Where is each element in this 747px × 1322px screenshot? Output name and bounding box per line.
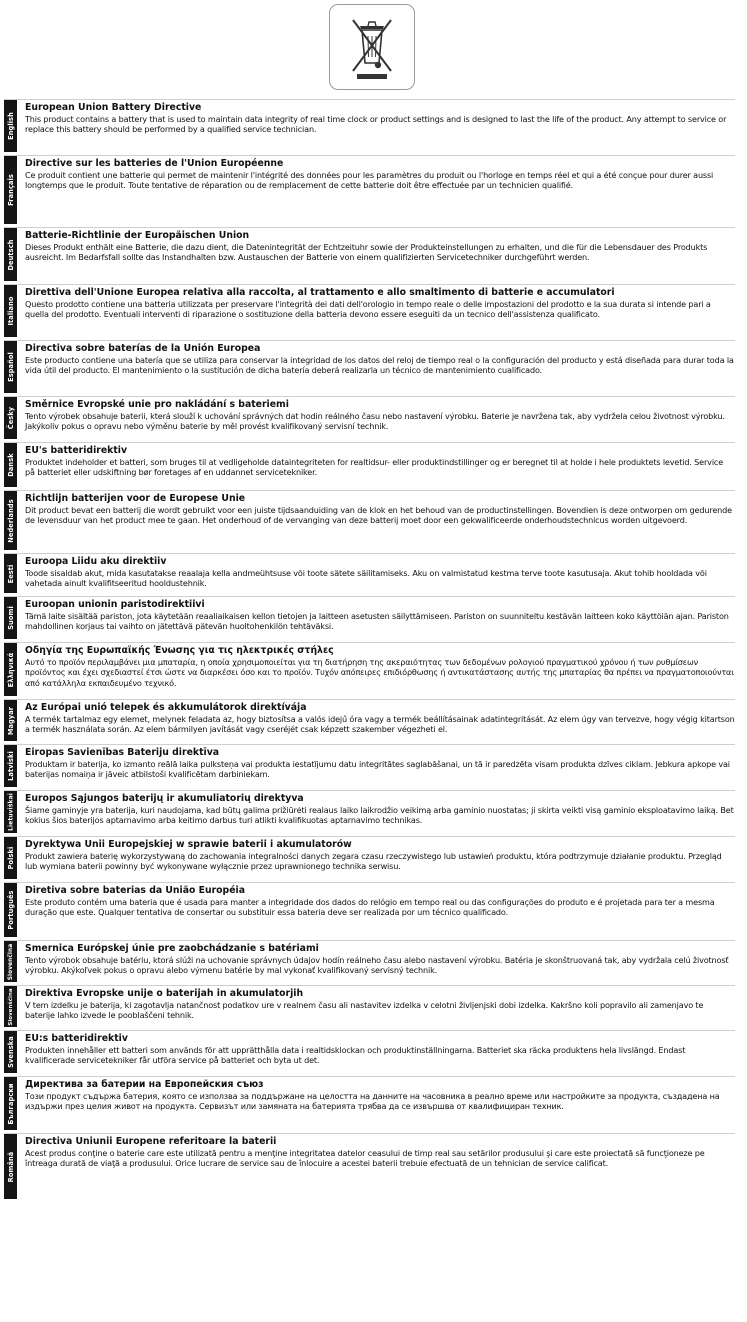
directive-section bbox=[0, 596, 747, 642]
directive-section bbox=[0, 99, 747, 155]
section-text: Dit product bevat een batterij die wordt gebruikt voor een juiste tijdsaanduiding van de klok en het behoud van de productinstellingen. Bovendien is deze ontworpen om gedurende de levensduur van het product mee te gaan. Het onderhoud of de vervanging van deze batterij moet door een gekwalificeerde onderhoudstechnicus worden uitgevoerd. bbox=[25, 505, 732, 526]
section-title: Euroopan unionin paristodirektiivi bbox=[25, 599, 205, 610]
section-body bbox=[25, 747, 735, 780]
language-tab bbox=[4, 341, 17, 393]
section-divider bbox=[4, 442, 735, 443]
directive-section bbox=[0, 882, 747, 940]
directive-section bbox=[0, 836, 747, 882]
section-text: Este producto contiene una batería que se utiliza para conservar la integridad de los datos del reloj de tiempo real o la configuración del producto y está diseñada para durar toda la vida útil del producto. El mantenimiento o la sustitución de dicha batería deberá realizarla un técnico de mantenimiento cualificado. bbox=[25, 355, 734, 376]
language-label: Italiano bbox=[6, 296, 15, 326]
language-label: Polski bbox=[6, 846, 15, 870]
section-body bbox=[25, 158, 735, 191]
section-body bbox=[25, 556, 735, 589]
section-text: Produkt zawiera baterię wykorzystywaną do zachowania integralności danych zegara czasu rzeczywistego lub ustawień produktu, która podtrzymuje działanie produktu. Przegląd lub wymiana baterii powinny być wykonywane wyłącznie przez uprawnionego technika serwisu. bbox=[25, 851, 722, 872]
section-divider bbox=[4, 744, 735, 745]
directive-section bbox=[0, 155, 747, 227]
crossed-out-wheelie-bin-icon bbox=[341, 11, 403, 83]
language-tab bbox=[4, 1077, 17, 1130]
section-body bbox=[25, 839, 735, 872]
directive-section bbox=[0, 1030, 747, 1076]
language-tab bbox=[4, 643, 17, 696]
directive-section bbox=[0, 284, 747, 340]
section-title: Diretiva sobre baterias da União Européia bbox=[25, 885, 245, 896]
language-tab bbox=[4, 285, 17, 337]
section-title: Οδηγία της Ευρωπαϊκής Ένωσης για τις ηλεκτρικές στήλες bbox=[25, 645, 334, 656]
section-text: Ce produit contient une batterie qui permet de maintenir l'intégrité des données pour les paramètres du produit ou l'horloge en temps réel et qui a été conçue pour durer aussi longtemps que le produit. Toute tentative de réparation ou de remplacement de cette batterie doit être effectuée par un technicien qualifié. bbox=[25, 170, 714, 191]
language-label: Magyar bbox=[6, 706, 15, 735]
section-body bbox=[25, 230, 735, 263]
section-title: Europos Sąjungos baterijų ir akumuliatorių direktyva bbox=[25, 793, 304, 804]
language-tab bbox=[4, 597, 17, 639]
section-text: Tento výrobok obsahuje batériu, ktorá slúži na uchovanie správnych údajov hodín reálneho času alebo nastavení výrobku. Batéria je skonštruovaná tak, aby vydržala celú životnosť výrobku. Akýkoľvek pokus o opravu alebo výmenu batérie by mal vykonať kvalifikovaný servisný technik. bbox=[25, 955, 729, 976]
section-text: Produkten innehåller ett batteri som används för att upprätthålla data i realtidsklockan och produktinställningarna. Batteriet ska räcka produktens hela livslängd. Endast kvalificerade servicetekniker får utföra service på batteriet och byta ut det. bbox=[25, 1045, 686, 1066]
section-divider bbox=[4, 790, 735, 791]
language-tab bbox=[4, 791, 17, 833]
section-body bbox=[25, 885, 735, 918]
section-body bbox=[25, 1079, 735, 1112]
section-divider bbox=[4, 882, 735, 883]
section-body bbox=[25, 943, 735, 976]
directive-section bbox=[0, 340, 747, 396]
section-title: Euroopa Liidu aku direktiiv bbox=[25, 556, 167, 567]
section-text: Tämä laite sisältää pariston, jota käytetään reaaliaikaisen kellon tietojen ja laitteen asetusten säilyttämiseen. Pariston on suunniteltu kestävän laitteen koko käyttöiän ajan. Pariston mahdollinen korjaus tai vaihto on jätettävä pätevän huoltohenkilön tehtäväksi. bbox=[25, 611, 729, 632]
section-divider bbox=[4, 99, 735, 100]
section-body bbox=[25, 399, 735, 432]
section-body bbox=[25, 645, 735, 688]
language-label: Español bbox=[6, 352, 15, 382]
directive-section bbox=[0, 553, 747, 596]
directive-section bbox=[0, 744, 747, 790]
language-label: Slovenčina bbox=[7, 943, 14, 980]
section-body bbox=[25, 102, 735, 135]
language-tab bbox=[4, 443, 17, 487]
language-label: Nederlands bbox=[6, 498, 15, 543]
section-body bbox=[25, 1136, 735, 1169]
language-tab bbox=[4, 700, 17, 741]
language-label: Slovenščina bbox=[7, 987, 14, 1026]
directive-section bbox=[0, 1076, 747, 1133]
section-body bbox=[25, 1033, 735, 1066]
section-text: Αυτό το προϊόν περιλαμβάνει μια μπαταρία, η οποία χρησιμοποιείται για τη διατήρηση της ακεραιότητας των δεδομένων ρολογιού πραγματικού χρόνου ή των ρυθμίσεων προϊόντος και έχει σχεδιαστεί έτσι ώστε να διαρκέσει όσο και το προϊόν. Τυχόν απόπειρες επιδιόρθωσης ή αντικατάστασης αυτής της μπαταρίας θα πρέπει να πραγματοποιούνται από κατάλληλα εκπαιδευμένο τεχνικό. bbox=[25, 657, 734, 688]
language-label: Lietuviškai bbox=[7, 793, 14, 831]
section-text: Produktet indeholder et batteri, som bruges til at vedligeholde dataintegriteten for realtidsur- eller produktindstillinger og er beregnet til at holde i hele produktets levetid. Service på batteriet eller udskiftning bør foretages af en uddannet servicetekniker. bbox=[25, 457, 724, 478]
section-body bbox=[25, 599, 735, 632]
language-tab bbox=[4, 397, 17, 439]
section-divider bbox=[4, 699, 735, 700]
language-tab bbox=[4, 883, 17, 937]
section-divider bbox=[4, 227, 735, 228]
section-body bbox=[25, 702, 735, 735]
language-tab bbox=[4, 745, 17, 787]
language-tab bbox=[4, 941, 17, 982]
language-label: Česky bbox=[6, 406, 15, 430]
section-title: Direttiva dell'Unione Europea relativa alla raccolta, al trattamento e allo smaltimento di batterie e accumulatori bbox=[25, 287, 615, 298]
language-label: Română bbox=[6, 1151, 15, 1182]
language-tab bbox=[4, 100, 17, 152]
section-title: Directive sur les batteries de l'Union Européenne bbox=[25, 158, 284, 169]
language-label: Ελληνικά bbox=[6, 652, 15, 687]
section-title: Smernica Európskej únie pre zaobchádzanie s batériami bbox=[25, 943, 319, 954]
directive-section bbox=[0, 1133, 747, 1202]
section-text: Šiame gaminyje yra baterija, kuri naudojama, kad būtų galima prižiūrėti realaus laiko laikrodžio veikimą arba gaminio nuostatas; ji skirta veikti visą gaminio eksploatavimo laiką. Bet kokius šios baterijos aptarnavimo arba keitimo darbus turi atlikti kvalifikuotas aptarnavimo technikas. bbox=[25, 805, 734, 826]
section-divider bbox=[4, 340, 735, 341]
language-label: Suomi bbox=[6, 606, 15, 630]
language-label: Português bbox=[6, 890, 15, 930]
battery-directive-list bbox=[0, 99, 747, 1322]
language-label: English bbox=[6, 112, 15, 140]
section-divider bbox=[4, 1030, 735, 1031]
language-label: Français bbox=[6, 174, 15, 206]
section-text: Acest produs conţine o baterie care este utilizată pentru a menţine integritatea datelor ceasului de timp real sau setărilor produsului şi care este proiectată să funcţioneze pe întreaga durată de viaţă a produsului. Orice lucrare de service sau de înlocuire a acestei baterii trebuie efectuată de un tehnician de service calificat. bbox=[25, 1148, 705, 1169]
section-text: Dieses Produkt enthält eine Batterie, die dazu dient, die Datenintegrität der Echtzeituhr sowie der Produkteinstellungen zu erhalten, und die für die Lebensdauer des Produkts ausreicht. Im Bedarfsfall sollte das Instandhalten bzw. Austauschen der Batterie von einem qualifizierten Servicetechniker durchgeführt werden. bbox=[25, 242, 708, 263]
section-text: Tento výrobek obsahuje baterii, která slouží k uchování správných dat hodin reálného času nebo nastavení výrobku. Baterie je navržena tak, aby vydržela celou životnost výrobku. Jakýkoliv pokus o opravu nebo výměnu baterie by měl provést kvalifikovaný servisní technik. bbox=[25, 411, 725, 432]
directive-section bbox=[0, 985, 747, 1030]
section-divider bbox=[4, 1133, 735, 1134]
language-label: Deutsch bbox=[6, 238, 15, 271]
language-tab bbox=[4, 228, 17, 281]
section-divider bbox=[4, 396, 735, 397]
section-text: Produktam ir baterija, ko izmanto reālā laika pulksteņa vai produkta iestatījumu datu integritātes saglabāšanai, un tā ir paredzēta visam produkta dzīves ciklam. Jebkura apkope vai baterijas nomaiņa ir jāveic atbilstoši kvalificētam darbiniekam. bbox=[25, 759, 730, 780]
language-label: Eesti bbox=[6, 564, 15, 583]
directive-section bbox=[0, 940, 747, 985]
section-text: This product contains a battery that is used to maintain data integrity of real time clock or product settings and is designed to last the life of the product. Any attempt to service or replace this battery should be performed by a qualified service technician. bbox=[25, 114, 727, 135]
section-title: Richtlijn batterijen voor de Europese Unie bbox=[25, 493, 246, 504]
language-label: Dansk bbox=[6, 453, 15, 477]
section-title: Batterie-Richtlinie der Europäischen Union bbox=[25, 230, 250, 241]
section-title: Директива за батерии на Европейския съюз bbox=[25, 1079, 264, 1090]
section-body bbox=[25, 988, 735, 1021]
section-title: Eiropas Savienības Bateriju direktīva bbox=[25, 747, 220, 758]
language-tab bbox=[4, 491, 17, 550]
section-divider bbox=[4, 1076, 735, 1077]
section-title: Direktiva Evropske unije o baterijah in akumulatorjih bbox=[25, 988, 304, 999]
section-title: Směrnice Evropské unie pro nakládání s bateriemi bbox=[25, 399, 289, 410]
section-title: Directiva Uniunii Europene referitoare la baterii bbox=[25, 1136, 277, 1147]
section-title: EU:s batteridirektiv bbox=[25, 1033, 128, 1044]
section-text: A termék tartalmaz egy elemet, melynek feladata az, hogy biztosítsa a valós idejű óra vagy a termék beállításainak adatintegritását. Az elem úgy van tervezve, hogy végig kitartson a termék használata során. Az elem bármilyen javítását vagy cseréjét csak képzett szakember végezheti el. bbox=[25, 714, 735, 735]
directive-section bbox=[0, 490, 747, 553]
language-tab bbox=[4, 554, 17, 593]
section-body bbox=[25, 287, 735, 320]
directive-section bbox=[0, 642, 747, 699]
language-label: Svenska bbox=[6, 1036, 15, 1068]
section-divider bbox=[4, 155, 735, 156]
directive-section bbox=[0, 699, 747, 744]
section-text: Questo prodotto contiene una batteria utilizzata per preservare l'integrità dei dati dell'orologio in tempo reale o delle impostazioni del prodotto e la sua durata si intende pari a quella del prodotto. Eventuali interventi di riparazione o sostituzione della batteria devono essere eseguiti da un tecnico dell'assistenza qualificato. bbox=[25, 299, 711, 320]
section-text: Toode sisaldab akut, mida kasutatakse reaalaja kella andmeühtsuse või toote sätete säilitamiseks. Aku on valmistatud kestma terve toote kasutusaja. Akut tohib hooldada või vahetada ainult kvalifitseeritud hooldustehnik. bbox=[25, 568, 707, 589]
section-text: Este produto contém uma bateria que é usada para manter a integridade dos dados do relógio em tempo real ou das configurações do produto e é projetada para ter a mesma duração que este. Qualquer tentativa de consertar ou substituir essa bateria deve ser realizada por um técnico qualificado. bbox=[25, 897, 715, 918]
language-label: Latviski bbox=[6, 751, 15, 781]
directive-section bbox=[0, 227, 747, 284]
section-divider bbox=[4, 596, 735, 597]
section-divider bbox=[4, 940, 735, 941]
directive-section bbox=[0, 396, 747, 442]
section-divider bbox=[4, 985, 735, 986]
section-title: Directiva sobre baterías de la Unión Europea bbox=[25, 343, 261, 354]
language-tab bbox=[4, 837, 17, 879]
section-body bbox=[25, 493, 735, 526]
section-title: Az Európai unió telepek és akkumulátorok direktívája bbox=[25, 702, 307, 713]
language-tab bbox=[4, 1134, 17, 1199]
language-tab bbox=[4, 986, 17, 1027]
section-body bbox=[25, 343, 735, 376]
section-divider bbox=[4, 284, 735, 285]
language-tab bbox=[4, 1031, 17, 1073]
section-text: V tem izdelku je baterija, ki zagotavlja natančnost podatkov ure v realnem času ali nastavitev izdelka v celotni življenjski dobi izdelka. Kakršno koli popravilo ali zamenjavo te baterije lahko izvede le pooblaščeni tehnik. bbox=[25, 1000, 704, 1021]
section-divider bbox=[4, 642, 735, 643]
section-divider bbox=[4, 490, 735, 491]
section-text: Този продукт съдържа батерия, която се използва за поддържане на целостта на данните на часовника в реално време или настройките за продукта, създадена на издържи през целия живот на продукта. Сервизът или замяната на батерията трябва да се извършва от квалифициран техник. bbox=[25, 1091, 720, 1112]
section-body bbox=[25, 445, 735, 478]
section-divider bbox=[4, 553, 735, 554]
section-title: EU's batteridirektiv bbox=[25, 445, 128, 456]
weee-logo bbox=[329, 4, 415, 90]
section-divider bbox=[4, 836, 735, 837]
section-body bbox=[25, 793, 735, 826]
language-tab bbox=[4, 156, 17, 224]
directive-section bbox=[0, 790, 747, 836]
directive-section bbox=[0, 442, 747, 490]
section-title: European Union Battery Directive bbox=[25, 102, 202, 113]
section-title: Dyrektywa Unii Europejskiej w sprawie baterii i akumulatorów bbox=[25, 839, 352, 850]
language-label: Български bbox=[6, 1082, 15, 1125]
